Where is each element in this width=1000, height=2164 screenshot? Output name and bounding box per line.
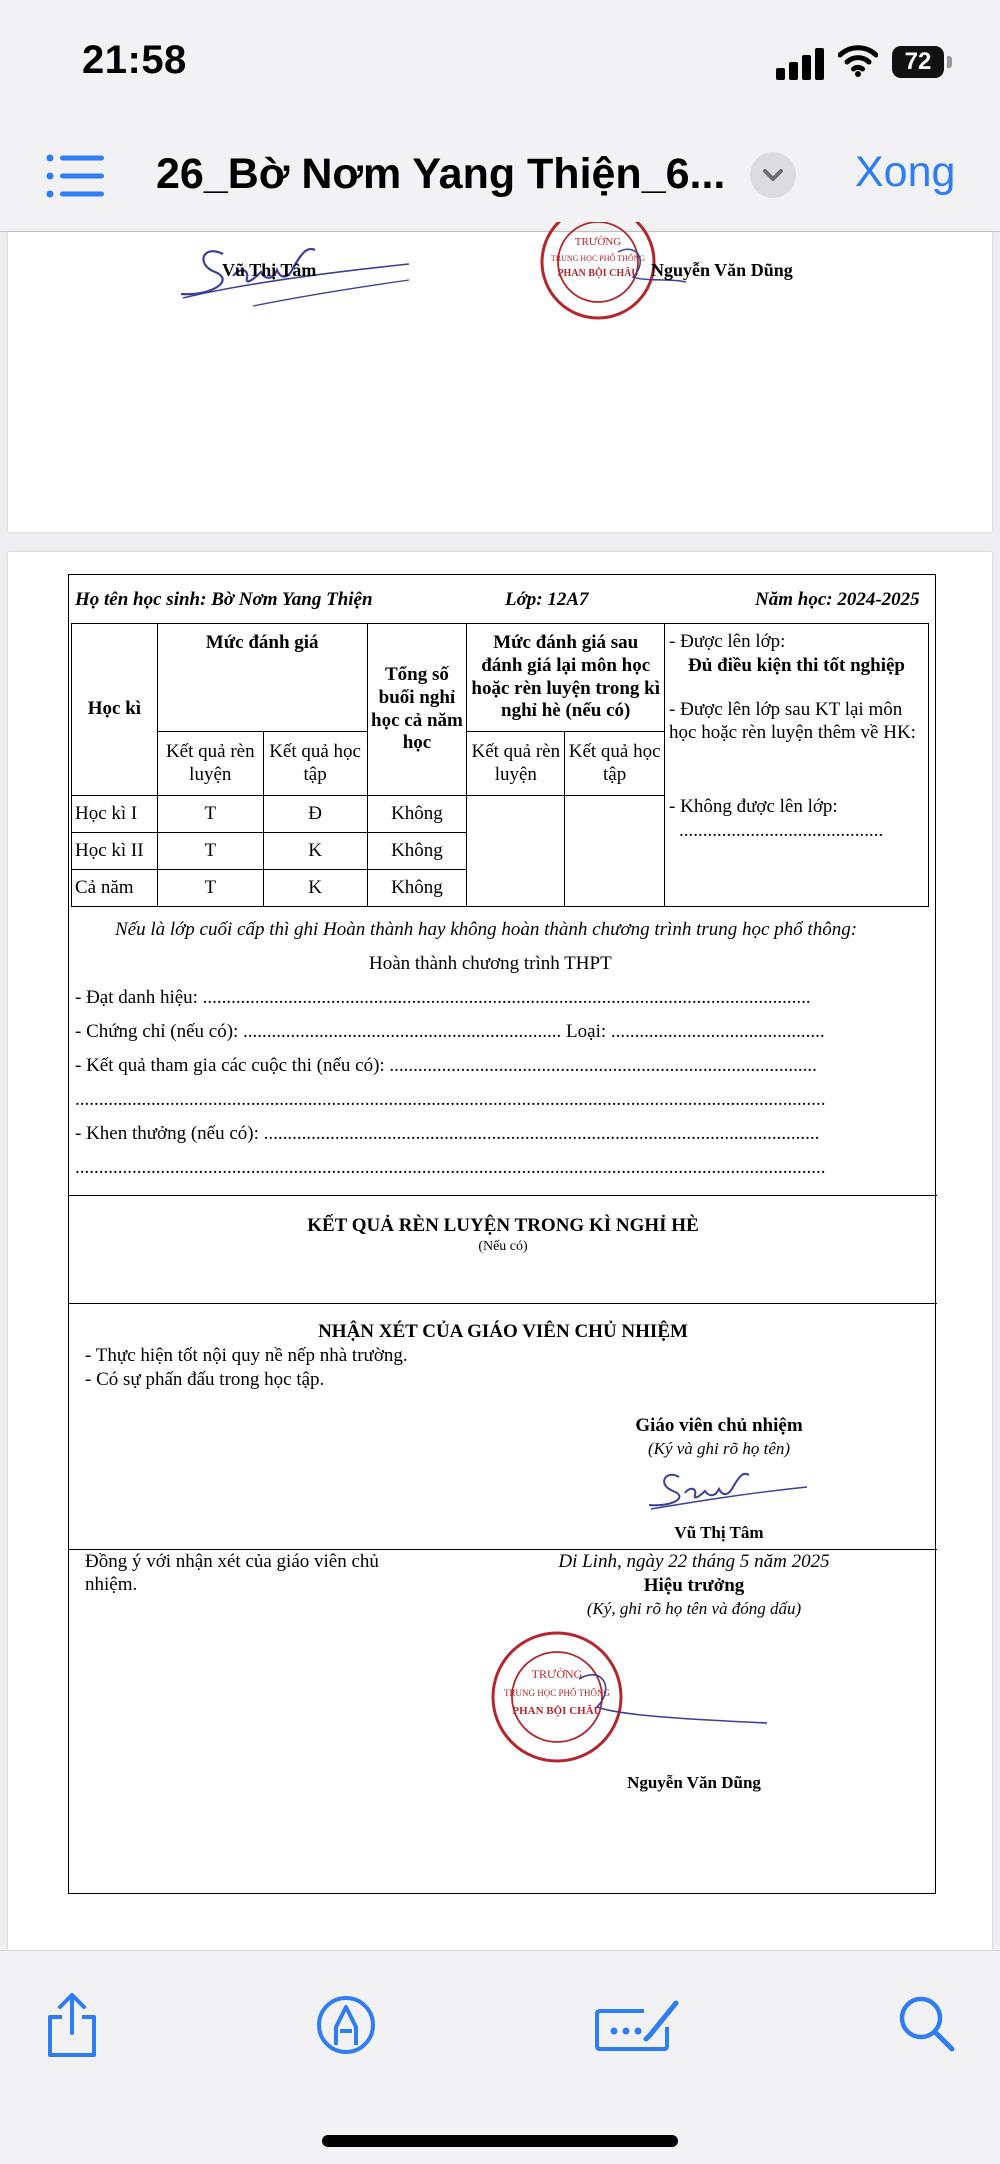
svg-text:PHAN BỘI CHÂU: PHAN BỘI CHÂU <box>512 1705 602 1717</box>
comment-line-2: - Có sự phấn đấu trong học tập. <box>85 1369 325 1390</box>
status-time: 21:58 <box>82 38 187 82</box>
divider <box>69 1303 937 1304</box>
nav-bar <box>0 118 1000 232</box>
principal-sign-note: (Ký, ghi rõ họ tên và đóng dấu) <box>586 1599 802 1618</box>
school-stamp <box>479 1627 769 1767</box>
search-icon[interactable] <box>898 1995 956 2053</box>
comment-title: NHẬN XÉT CỦA GIÁO VIÊN CHỦ NHIỆM <box>318 1321 688 1342</box>
document-page-previous <box>8 232 992 532</box>
results-table <box>71 623 929 907</box>
place-date: Di Linh, ngày 22 tháng 5 năm 2025 <box>558 1551 830 1572</box>
svg-text:PHAN BỘI CHÂU: PHAN BỘI CHÂU <box>557 268 639 279</box>
markup-pen-icon[interactable] <box>316 1995 376 2055</box>
summer-title: KẾT QUẢ RÈN LUYỆN TRONG KÌ NGHỈ HÈ <box>307 1215 699 1236</box>
svg-text:TRƯỜNG: TRƯỜNG <box>531 1667 583 1681</box>
svg-text:TRUNG HỌC PHỔ THÔNG: TRUNG HỌC PHỔ THÔNG <box>503 1688 611 1698</box>
title-menu-button[interactable] <box>750 152 796 198</box>
final-grade-note: Nếu là lớp cuối cấp thì ghi Hoàn thành hay không hoàn thành chương trình trung học phổ thông: <box>115 919 858 940</box>
teacher-sign-note: (Ký và ghi rõ họ tên) <box>647 1439 791 1458</box>
teacher-role: Giáo viên chủ nhiệm <box>635 1415 803 1436</box>
header-study: Kết quả học tập <box>263 732 367 796</box>
document-title: 26_Bờ Nơm Yang Thiện_6... <box>156 150 726 198</box>
eligible-label: Đủ điều kiện thi tốt nghiệp <box>688 654 906 676</box>
wifi-icon <box>838 42 878 78</box>
cellular-signal-icon <box>776 48 824 80</box>
status-bar <box>0 0 1000 118</box>
certificate-line: - Chứng chỉ (nếu có): ................................................................... Loại: ............................................. <box>75 1021 825 1042</box>
comment-line-1: - Thực hiện tốt nội quy nề nếp nhà trường. <box>85 1345 408 1366</box>
battery-tip <box>947 56 952 68</box>
header-reeval-conduct: Kết quả rèn luyện <box>467 732 565 796</box>
done-button[interactable]: Xong <box>855 148 956 196</box>
teacher-signature <box>639 1463 809 1519</box>
dots-line: .............................................................................................................................................................. <box>75 1089 826 1110</box>
header-evaluation: Mức đánh giá <box>157 624 367 732</box>
divider <box>69 1549 937 1550</box>
list-icon[interactable] <box>46 154 104 198</box>
chevron-down-icon <box>750 152 796 198</box>
report-card <box>68 574 936 1894</box>
summer-subtitle: (Nếu có) <box>478 1239 528 1254</box>
home-indicator <box>322 2135 678 2147</box>
school-year: Năm học: 2024-2025 <box>755 589 920 610</box>
header-reeval-study: Kết quả học tập <box>565 732 665 796</box>
student-name: Họ tên học sinh: Bờ Nơm Yang Thiện <box>75 589 373 610</box>
contest-line: - Kết quả tham gia các cuộc thi (nếu có): .......................................................................................... <box>75 1055 817 1076</box>
not-promoted-label: - Không được lên lớp: <box>669 796 838 817</box>
award-line: - Khen thưởng (nếu có): ..................................................................................................................... <box>75 1123 820 1144</box>
document-page <box>8 552 992 1950</box>
after-retest-label: - Được lên lớp sau KT lại môn học hoặc rèn luyện thêm về HK: <box>669 698 916 744</box>
principal-role: Hiệu trưởng <box>643 1575 745 1596</box>
teacher-name-prev: Vũ Thị Tâm <box>222 260 317 280</box>
divider <box>69 1195 937 1196</box>
not-promoted-dots: ........................................... <box>679 819 884 841</box>
share-icon[interactable] <box>44 1991 100 2059</box>
completion-status: Hoàn thành chương trình THPT <box>369 953 612 974</box>
table-row: Học kì II T K Không <box>72 833 929 870</box>
principal-name-prev: Nguyễn Văn Dũng <box>651 260 793 280</box>
svg-text:TRUNG HỌC PHỔ THÔNG: TRUNG HỌC PHỔ THÔNG <box>550 254 646 263</box>
header-reevaluation: Mức đánh giá sau đánh giá lại môn học hoặc rèn luyện trong kì nghỉ hè (nếu có) <box>467 624 665 732</box>
principal-name: Nguyễn Văn Dũng <box>627 1773 761 1792</box>
header-conduct: Kết quả rèn luyện <box>157 732 263 796</box>
svg-text:TRƯỜNG: TRƯỜNG <box>574 236 622 248</box>
promoted-label: - Được lên lớp: <box>669 631 786 652</box>
title-line: - Đạt danh hiệu: ................................................................................................................................ <box>75 987 811 1008</box>
signature-icon[interactable] <box>594 1997 680 2053</box>
header-absent: Tổng số buổi nghỉ học cả năm học <box>367 624 467 796</box>
agree-text: Đồng ý với nhận xét của giáo viên chủ nhiệm. <box>85 1551 379 1595</box>
teacher-name: Vũ Thị Tâm <box>674 1523 764 1542</box>
battery-icon: 72 <box>892 46 944 78</box>
table-row: Học kì I T Đ Không <box>72 796 929 833</box>
promotion-cell <box>665 624 929 907</box>
dots-line-2: .............................................................................................................................................................. <box>75 1157 826 1178</box>
class-label: Lớp: 12A7 <box>505 589 589 610</box>
table-row: Cả năm T K Không <box>72 870 929 907</box>
header-term: Học kì <box>72 624 158 796</box>
bottom-toolbar <box>0 1950 1000 2164</box>
